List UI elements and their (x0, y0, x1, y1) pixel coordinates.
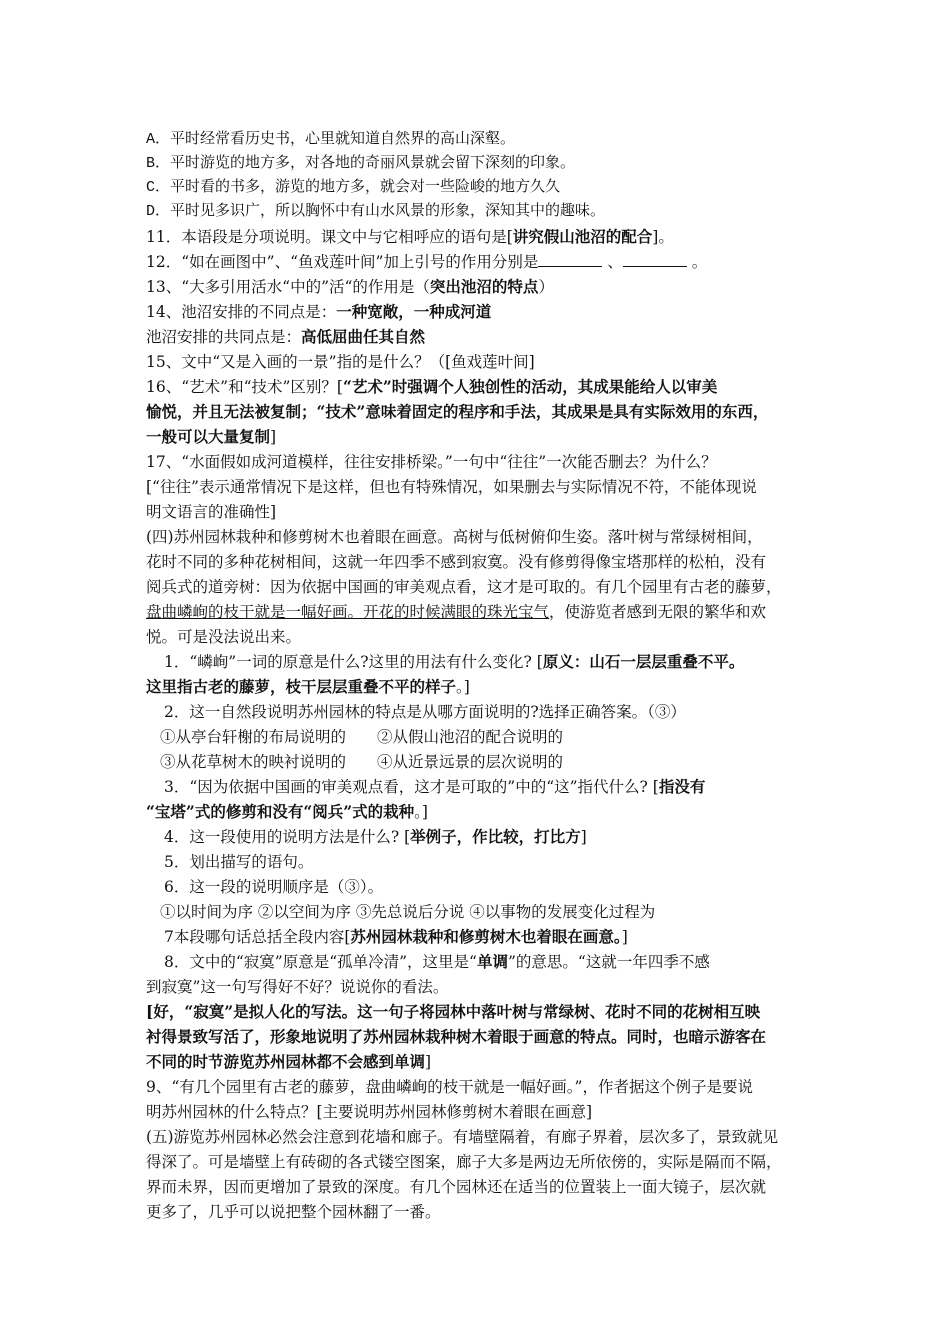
text-span: 15、文中“又是入画的一景”指的是什么？（[鱼戏莲叶间] (146, 353, 535, 371)
text-line (160, 750, 563, 774)
text-span: ] (270, 428, 277, 446)
text-span: D．平时见多识广，所以胸怀中有山水风景的形象，深知其中的趣味。 (146, 203, 606, 220)
answer-text: “艺术”时强调个人独创性的活动，其成果能给人以审美 (342, 377, 718, 396)
answer-text: 指没有 (658, 777, 706, 796)
text-line (146, 425, 276, 449)
text-span: 阅兵式的道旁树：因为依据中国画的审美观点看，这才是可取的。有几个园里有古老的藤萝， (146, 578, 782, 596)
text-span: (五)游览苏州园林必然会注意到花墙和廊子。有墙壁隔着，有廊子界着，层次多了，景致就见 (146, 1128, 779, 1146)
text-span: ] (621, 928, 628, 946)
answer-text: 一种宽敞，一种成河道 (336, 302, 492, 321)
text-line (146, 500, 276, 524)
text-line (146, 975, 448, 999)
text-span: B．平时游览的地方多，对各地的奇丽风景就会留下深刻的印象。 (146, 155, 576, 172)
text-line (146, 525, 763, 549)
text-line (146, 275, 554, 299)
answer-text: [好，“寂寞”是拟人化的写法。这一句子将园林中落叶树与常绿树、花时不同的花树相互映 (146, 1002, 761, 1021)
text-span: ”的意思。“这就一年四季不感 (508, 953, 710, 971)
text-line (146, 350, 535, 374)
answer-blank[interactable] (623, 252, 687, 267)
text-span: ①从亭台轩榭的布局说明的 ②从假山池沼的配合说明的 (160, 728, 564, 746)
text-span: 16、“艺术”和“技术”区别？[ (146, 378, 343, 396)
answer-text: 突出池沼的特点 (429, 277, 539, 296)
answer-blank[interactable] (538, 252, 602, 267)
text-line (146, 152, 575, 176)
text-span: 。 (686, 253, 708, 271)
text-span: ] (425, 1053, 432, 1071)
text-span: 2．这一自然段说明苏州园林的特点是从哪方面说明的?选择正确答案。（③） (164, 703, 686, 721)
text-line (146, 375, 717, 399)
answer-text: 不同的时节游览苏州园林都不会感到单调 (146, 1052, 426, 1071)
text-line (146, 450, 717, 474)
text-line (146, 1025, 766, 1049)
text-line (146, 176, 560, 200)
underlined-text: 盘曲嶙峋的枝干就是一幅好画。开花的时候满眼的珠光宝气 (146, 603, 550, 621)
text-line (146, 1100, 592, 1124)
text-span: 。] (456, 678, 470, 696)
answer-text: 举例子，作比较，打比方 (410, 827, 581, 846)
text-line (146, 675, 470, 699)
text-span: 悦。可是没法说出来。 (146, 628, 302, 646)
text-line (146, 400, 768, 424)
text-span: 3．“因为依据中国画的审美观点看，这才是可取的”中的“这”指代什么? [ (164, 778, 659, 796)
text-line (146, 200, 605, 224)
answer-text: 单调 (476, 952, 508, 971)
text-span: 1．“嶙峋”一词的原意是什么?这里的用法有什么变化? [ (164, 653, 543, 671)
text-line (146, 1075, 753, 1099)
text-span: C．平时看的书多，游览的地方多，就会对一些险峻的地方久久 (146, 179, 561, 196)
text-line (164, 825, 587, 849)
text-line (146, 128, 515, 152)
answer-text: 苏州园林栽种和修剪树木也着眼在画意。 (350, 927, 622, 946)
text-line (146, 1200, 441, 1224)
text-span: 12．“如在画图中”、“鱼戏莲叶间”加上引号的作用分别是 (146, 253, 539, 271)
text-span: 13、“大多引用活水“中的”活“的作用是（ (146, 278, 430, 296)
text-span: 界而未界，因而更增加了景致的深度。有几个园林还在适当的位置装上一面大镜子，层次就 (146, 1178, 767, 1196)
text-line (146, 800, 428, 824)
text-line (146, 600, 766, 624)
text-span: 、 (602, 253, 623, 271)
text-span: ]。 (652, 228, 674, 246)
answer-text: 这里指古老的藤萝，枝干层层重叠不平的样子 (146, 677, 457, 696)
answer-text: “宝塔”式的修剪和没有“阅兵”式的栽种 (146, 802, 415, 821)
text-line (146, 625, 301, 649)
text-line (146, 300, 491, 324)
text-line (164, 650, 744, 674)
text-line (164, 950, 710, 974)
answer-text: 讲究假山池沼的配合 (512, 227, 653, 246)
answer-text: 高低屈曲任其自然 (301, 327, 426, 346)
text-line (160, 725, 563, 749)
text-line (164, 700, 686, 724)
text-span: 17、“水面假如成河道模样，往往安排桥梁。”一句中“往往”一次能否删去？为什么？ (146, 453, 717, 471)
text-line (146, 1125, 778, 1149)
text-span: [“往往”表示通常情况下是这样，但也有特殊情况，如果删去与实际情况不符，不能体现说 (146, 478, 757, 496)
text-line (164, 925, 628, 949)
text-span: ①以时间为序 ②以空间为序 ③先总说后分说 ④以事物的发展变化过程为 (160, 903, 656, 921)
text-span: 池沼安排的共同点是： (146, 328, 302, 346)
text-line (146, 475, 757, 499)
text-span: 7本段哪句话总括全段内容[ (164, 928, 351, 946)
text-span: 8．文中的“寂寞”原意是“孤单冷清”，这里是“ (164, 953, 477, 971)
text-line (160, 900, 655, 924)
text-span: 更多了，几乎可以说把整个园林翻了一番。 (146, 1203, 441, 1221)
text-line (146, 1150, 782, 1174)
text-line (164, 875, 383, 899)
text-line (146, 1000, 760, 1024)
text-span: 5．划出描写的语句。 (164, 853, 314, 871)
text-span: (四)苏州园林栽种和修剪树木也着眼在画意。高树与低树俯仰生姿。落叶树与常绿树相间， (146, 528, 763, 546)
text-span: ] (580, 828, 587, 846)
text-line (146, 250, 707, 274)
text-line (146, 1175, 766, 1199)
text-span: 明文语言的准确性] (146, 503, 277, 521)
text-line (146, 325, 425, 349)
text-span: 花时不同的多种花树相间，这就一年四季不感到寂寞。没有修剪得像宝塔那样的松柏，没有 (146, 553, 767, 571)
text-line (146, 1050, 431, 1074)
text-line (164, 850, 313, 874)
text-span: A．平时经常看历史书，心里就知道自然界的高山深壑。 (146, 131, 516, 148)
text-span: ，使游览者感到无限的繁华和欢 (549, 603, 767, 621)
answer-text: 愉悦，并且无法被复制；“技术”意味着固定的程序和手法，其成果是具有实际效用的东西， (146, 402, 769, 421)
text-span: 。] (414, 803, 428, 821)
text-span: 6．这一段的说明顺序是（③）。 (164, 878, 384, 896)
text-span: ） (538, 278, 554, 296)
text-span: 14、池沼安排的不同点是： (146, 303, 337, 321)
text-line (146, 575, 782, 599)
text-line (164, 775, 705, 799)
answer-text: 一般可以大量复制 (146, 427, 271, 446)
answer-text: 衬得景致写活了，形象地说明了苏州园林栽种树木着眼于画意的特点。同时，也暗示游客在 (146, 1027, 767, 1046)
text-span: ③从花草树木的映衬说明的 ④从近景远景的层次说明的 (160, 753, 564, 771)
text-span: 到寂寞”这一句写得好不好？说说你的看法。 (146, 978, 449, 996)
text-span: 11．本语段是分项说明。课文中与它相呼应的语句是[ (146, 228, 513, 246)
text-span: 明苏州园林的什么特点？[主要说明苏州园林修剪树木着眼在画意] (146, 1103, 593, 1121)
answer-text: 原义：山石一层层重叠不平。 (542, 652, 745, 671)
text-span: 得深了。可是墙壁上有砖砌的各式镂空图案，廊子大多是两边无所依傍的，实际是隔而不隔， (146, 1153, 782, 1171)
text-line (146, 550, 766, 574)
text-span: 4．这一段使用的说明方法是什么? [ (164, 828, 411, 846)
text-line (146, 225, 674, 249)
text-span: 9、“有几个园里有古老的藤萝，盘曲嶙峋的枝干就是一幅好画。”，作者据这个例子是要说 (146, 1078, 753, 1096)
